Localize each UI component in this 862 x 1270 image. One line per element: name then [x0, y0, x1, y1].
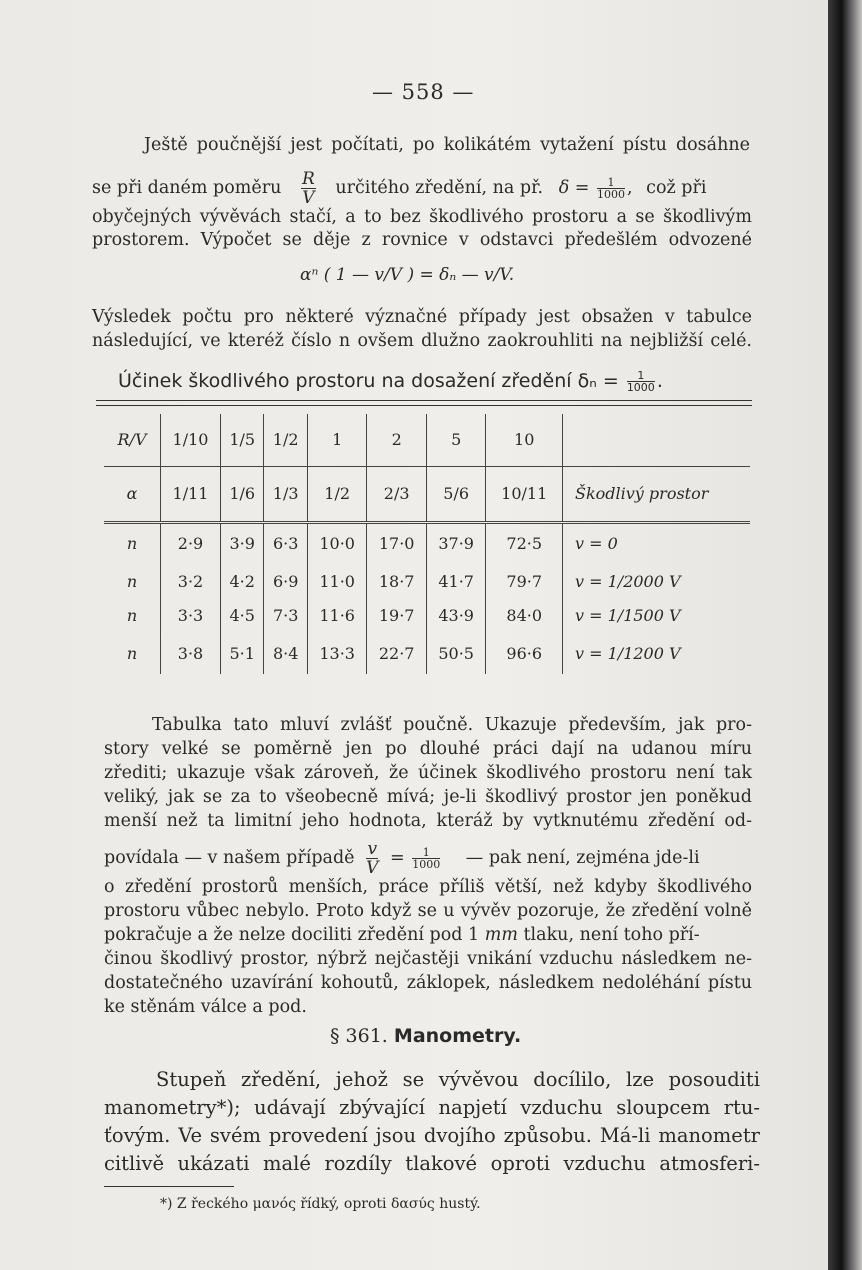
- para4-line4: citlivě ukázati malé rozdíly tlakové oproti vzduchu atmosferi-: [104, 1152, 760, 1175]
- table-row: n 2·9 3·9 6·3 10·0 17·0 37·9 72·5 v = 0: [104, 522, 750, 564]
- para2-line2: následující, ve kteréž číslo n ovšem dlužno zaokrouhliti na nejbližší celé.: [92, 331, 752, 351]
- equation: αⁿ ( 1 — v/V ) = δₙ — v/V.: [300, 265, 515, 285]
- para3-line11: dostatečného uzavírání kohoutů, záklopek, následkem nedoléhání pístu: [104, 973, 752, 993]
- para1-line4: prostorem. Výpočet se děje z rovnice v odstavci předešlém odvozené: [92, 230, 752, 250]
- section-heading: § 361. Manometry.: [330, 1025, 522, 1047]
- para1-line3: obyčejných vývěvách stačí, a to bez škodlivého prostoru a se škodlivým: [92, 207, 752, 227]
- para4-line2: manometry*); udávají zbývající napjetí vzduchu sloupcem rtu-: [104, 1096, 760, 1119]
- footnote-rule: [104, 1186, 234, 1187]
- para3-line4: veliký, jak se za to všeobecně mívá; je-li škodlivý prostor jen poněkud: [104, 787, 752, 807]
- book-spine: [828, 0, 862, 1270]
- para3-line7: o zředění prostorů menších, práce příliš větší, než kdyby škodlivého: [104, 877, 752, 897]
- para3-line8: prostoru vůbec nebylo. Proto když se u vývěv pozoruje, že zředění volně: [104, 901, 752, 921]
- table-row: α 1/11 1/6 1/3 1/2 2/3 5/6 10/11 Škodlivý prostor: [104, 466, 750, 522]
- table-row: n 3·2 4·2 6·9 11·0 18·7 41·7 79·7 v = 1/2000 V: [104, 564, 750, 598]
- para3-line10: činou škodlivý prostor, nýbrž nejčastěji vnikání vzduchu následkem ne-: [104, 949, 752, 969]
- para3-line5: menší než ta limitní jeho hodnota, kteráž by vytknutému zředění od-: [104, 811, 752, 831]
- para2-line1: Výsledek počtu pro některé význačné případy jest obsažen v tabulce: [92, 307, 752, 327]
- para3-line2: story velké se poměrně jen po dlouhé práci dají na udanou míru: [104, 739, 752, 759]
- footnote: *) Z řeckého μανός řídký, oproti δασύς hustý.: [160, 1196, 481, 1212]
- para4-line1: Stupeň zředění, jehož se vývěvou docílilo, lze posouditi: [156, 1068, 760, 1091]
- results-table: [104, 414, 750, 674]
- ratio-fraction: $\frac{R}{V}$: [301, 169, 315, 208]
- para3-line9: pokračuje a že nelze dociliti zředění pod 1 mm tlaku, není toho pří-: [104, 925, 700, 945]
- page-number: — 558 —: [372, 80, 475, 104]
- para1-line1: Ještě poučnější jest počítati, po kolikátém vytažení pístu dosáhne: [144, 135, 750, 155]
- para3-line1: Tabulka tato mluví zvlášť poučně. Ukazuje především, jak pro-: [152, 715, 752, 735]
- delta-fraction: $\frac{1}{1000}$: [597, 176, 626, 201]
- para1-line2: se při daném poměru $\frac{R}{V}$ určitého zředění, na př. δ = $\frac{1}{1000}$ , což při: [92, 169, 707, 208]
- para3-fraction: $\frac{1}{1000}$: [412, 846, 441, 871]
- para3-line6: povídala — v našem případě $\frac{v}{V}$ = $\frac{1}{1000}$ — pak není, zejména jde-li: [104, 839, 700, 878]
- table-row: n 3·8 5·1 8·4 13·3 22·7 50·5 96·6 v = 1/1200 V: [104, 632, 750, 674]
- row-label: R/V: [104, 414, 161, 466]
- para4-line3: ťovým. Ve svém provedení jsou dvojího způsobu. Má-li manometr: [104, 1124, 760, 1147]
- table-top-rule-2: [96, 405, 752, 406]
- para3-line3: zřediti; ukazuje však zároveň, že účinek škodlivého prostoru není tak: [104, 763, 752, 783]
- v-over-V: $\frac{v}{V}$: [366, 839, 379, 878]
- table-caption: Účinek škodlivého prostoru na dosažení zředění δₙ = $\frac{1}{1000}$ .: [118, 369, 663, 394]
- table-row: R/V 1/10 1/5 1/2 1 2 5 10: [104, 414, 750, 466]
- row-label: α: [104, 466, 161, 522]
- table-top-rule: [96, 400, 752, 401]
- para3-line12: ke stěnám válce a pod.: [104, 997, 307, 1017]
- caption-fraction: $\frac{1}{1000}$: [626, 369, 655, 394]
- table-row: n 3·3 4·5 7·3 11·6 19·7 43·9 84·0 v = 1/1500 V: [104, 598, 750, 632]
